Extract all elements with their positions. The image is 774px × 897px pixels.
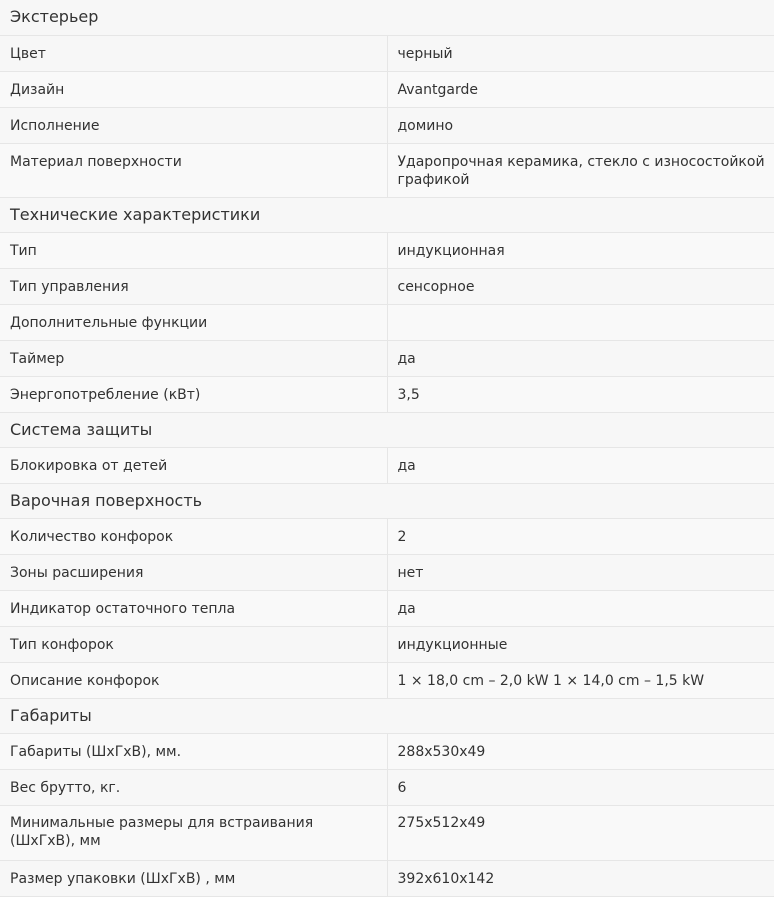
- spec-label: Размер упаковки (ШхГхВ) , мм: [0, 860, 387, 896]
- section-header-dimensions: [0, 698, 774, 733]
- spec-label: Исполнение: [0, 107, 387, 143]
- spec-value: 1 × 18,0 cm – 2,0 kW 1 × 14,0 cm – 1,5 kW: [387, 662, 774, 698]
- spec-value: да: [387, 447, 774, 483]
- spec-value: 6: [387, 769, 774, 805]
- spec-row-type: [0, 232, 774, 268]
- section-header-cooktop: [0, 483, 774, 518]
- spec-label: Тип конфорок: [0, 626, 387, 662]
- spec-row-package-size: [0, 860, 774, 896]
- section-header-technical: [0, 197, 774, 232]
- spec-value: сенсорное: [387, 268, 774, 304]
- spec-label: Тип управления: [0, 268, 387, 304]
- spec-label: Минимальные размеры для встраивания (ШхГхВ), мм: [0, 805, 387, 860]
- spec-row-control-type: [0, 268, 774, 304]
- section-title: Габариты: [0, 698, 774, 733]
- section-title: Экстерьер: [0, 0, 774, 35]
- spec-label: Цвет: [0, 35, 387, 71]
- spec-row-residual-heat: [0, 590, 774, 626]
- spec-label: Материал поверхности: [0, 143, 387, 197]
- section-header-exterior: [0, 0, 774, 35]
- spec-value: [387, 304, 774, 340]
- spec-row-child-lock: [0, 447, 774, 483]
- spec-label: Описание конфорок: [0, 662, 387, 698]
- spec-label: Таймер: [0, 340, 387, 376]
- spec-row-expansion-zones: [0, 554, 774, 590]
- spec-row-dimensions: [0, 733, 774, 769]
- spec-label: Дополнительные функции: [0, 304, 387, 340]
- spec-value: 392x610x142: [387, 860, 774, 896]
- spec-row-gross-weight: [0, 769, 774, 805]
- spec-row-surface-material: [0, 143, 774, 197]
- spec-row-extra-functions: [0, 304, 774, 340]
- spec-value: 2: [387, 518, 774, 554]
- spec-row-burner-description: [0, 662, 774, 698]
- spec-label: Вес брутто, кг.: [0, 769, 387, 805]
- spec-value: нет: [387, 554, 774, 590]
- spec-label: Габариты (ШхГхВ), мм.: [0, 733, 387, 769]
- spec-label: Зоны расширения: [0, 554, 387, 590]
- spec-row-burner-type: [0, 626, 774, 662]
- spec-value: индукционные: [387, 626, 774, 662]
- spec-value: индукционная: [387, 232, 774, 268]
- spec-value: да: [387, 590, 774, 626]
- spec-label: Тип: [0, 232, 387, 268]
- section-title: Система защиты: [0, 412, 774, 447]
- spec-value: 3,5: [387, 376, 774, 412]
- spec-label: Энергопотребление (кВт): [0, 376, 387, 412]
- spec-value: черный: [387, 35, 774, 71]
- spec-row-power-consumption: [0, 376, 774, 412]
- spec-value: Avantgarde: [387, 71, 774, 107]
- spec-label: Количество конфорок: [0, 518, 387, 554]
- spec-row-design: [0, 71, 774, 107]
- spec-row-timer: [0, 340, 774, 376]
- spec-label: Индикатор остаточного тепла: [0, 590, 387, 626]
- section-title: Технические характеристики: [0, 197, 774, 232]
- spec-value: да: [387, 340, 774, 376]
- spec-value: домино: [387, 107, 774, 143]
- spec-label: Блокировка от детей: [0, 447, 387, 483]
- spec-value: Ударопрочная керамика, стекло с износостойкой графикой: [387, 143, 774, 197]
- spec-row-burner-count: [0, 518, 774, 554]
- spec-value: 288x530x49: [387, 733, 774, 769]
- section-title: Варочная поверхность: [0, 483, 774, 518]
- spec-row-min-install-size: [0, 805, 774, 860]
- spec-label: Дизайн: [0, 71, 387, 107]
- spec-value: 275x512x49: [387, 805, 774, 860]
- section-header-protection: [0, 412, 774, 447]
- spec-row-execution: [0, 107, 774, 143]
- spec-row-color: [0, 35, 774, 71]
